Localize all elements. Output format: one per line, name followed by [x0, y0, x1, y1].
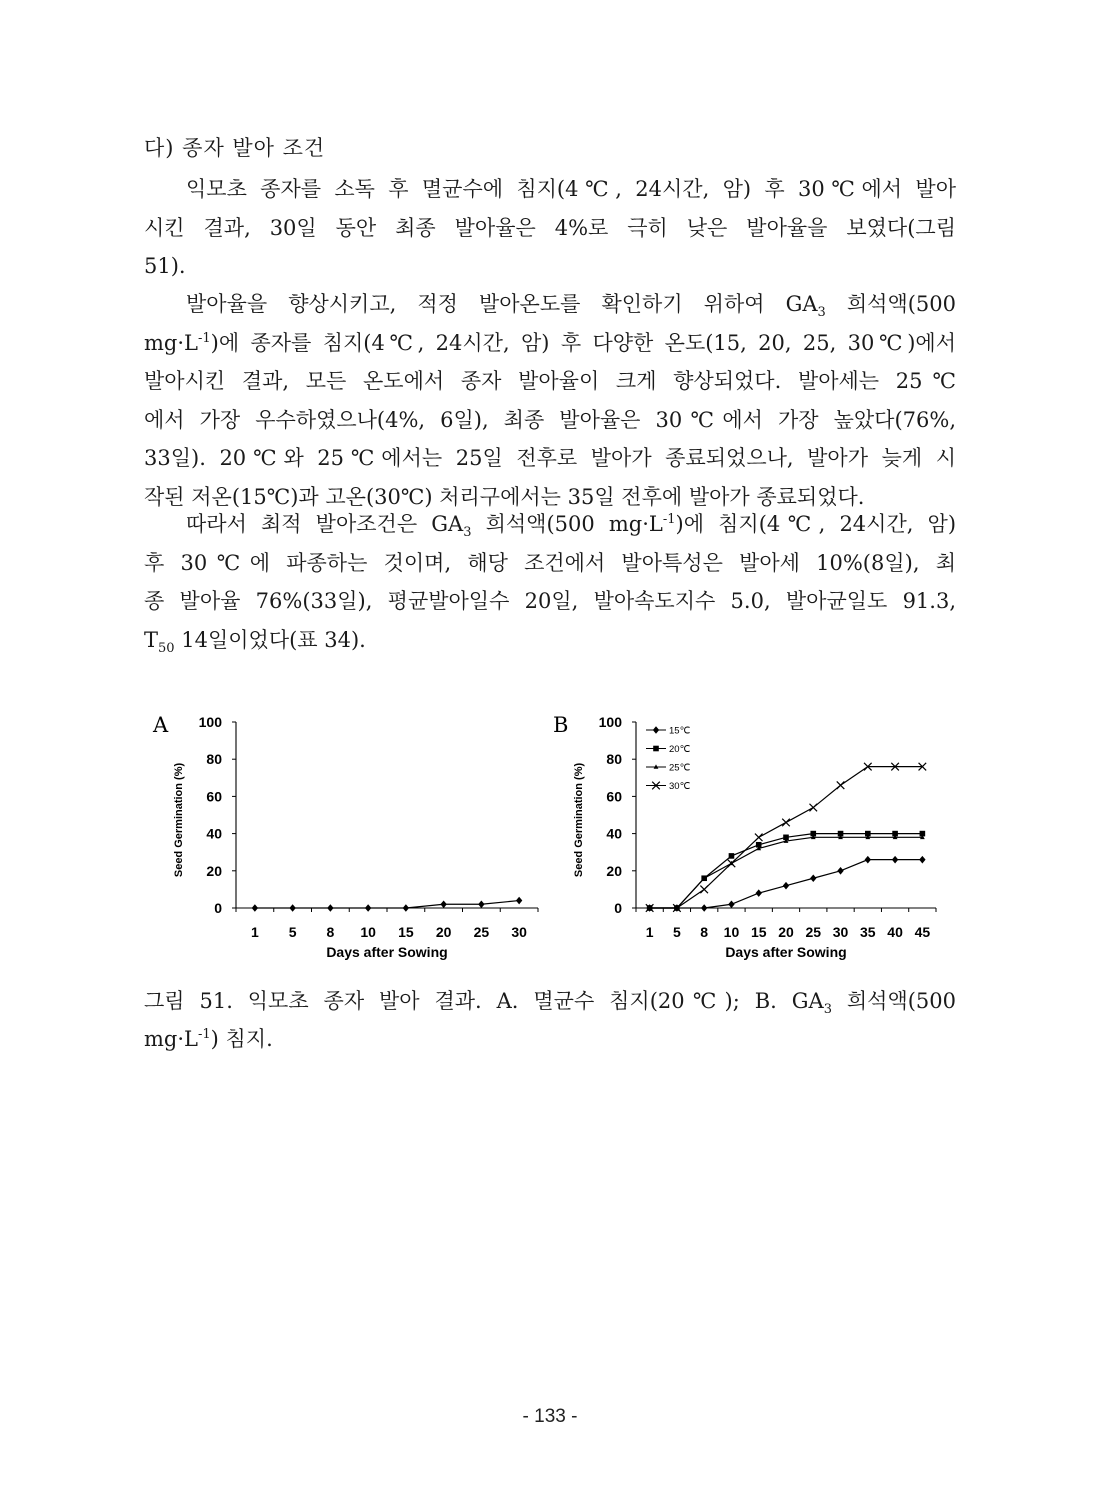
y-tick-label: 40 — [606, 825, 622, 842]
figure-caption — [144, 982, 956, 1058]
x-tick-label: 5 — [673, 924, 681, 940]
x-tick-label: 15 — [398, 924, 414, 940]
y-tick-label: 80 — [606, 751, 622, 768]
diamond-marker-icon — [478, 900, 484, 908]
y-tick-label: 60 — [206, 788, 222, 805]
x-marker-icon — [728, 860, 736, 868]
x-tick-label: 1 — [250, 924, 259, 940]
paragraph-line: 작된 저온(15℃)과 고온(30℃) 처리구에서는 35일 전후에 발아가 종료되었다. — [144, 484, 865, 509]
x-marker-icon — [755, 834, 763, 842]
y-tick-label: 80 — [206, 751, 222, 768]
square-marker-icon — [729, 853, 735, 859]
chart-legend — [646, 726, 691, 793]
y-tick-label: 0 — [614, 900, 622, 916]
line-chart-b — [545, 705, 945, 970]
y-tick-label: 20 — [206, 862, 222, 879]
caption-line: $mg\cdot L^{-1}$) 침지. — [144, 1027, 273, 1051]
x-tick-label: 10 — [723, 924, 740, 940]
x-marker-icon — [837, 781, 845, 789]
diamond-marker-icon — [810, 874, 816, 882]
diamond-marker-icon — [756, 889, 762, 897]
y-axis-title: Seed Germination (%) — [573, 762, 585, 878]
panel-label: A — [153, 713, 169, 737]
diamond-marker-icon — [516, 897, 522, 905]
square-marker-icon — [653, 746, 659, 752]
x-marker-icon — [700, 886, 708, 894]
x-marker-icon — [809, 804, 817, 812]
diamond-marker-icon — [865, 856, 871, 864]
paragraph-line: 발아율을 향상시키고, 적정 발아온도를 확인하기 위하여 $GA_3$ 희석액(500 — [186, 292, 957, 321]
legend-label: 30℃ — [669, 781, 691, 792]
diamond-marker-icon — [365, 904, 371, 912]
x-tick-label: 1 — [645, 924, 654, 940]
line-chart-a — [145, 705, 545, 970]
y-tick-label: 60 — [606, 788, 622, 805]
y-tick-label: 0 — [214, 900, 222, 916]
diamond-marker-icon — [783, 882, 789, 890]
legend-label: 15℃ — [669, 725, 691, 737]
paragraph-line: 시킨 결과, 30일 동안 최종 발아율은 4%로 극히 낮은 발아율을 보였다(그림 — [144, 215, 956, 240]
diamond-marker-icon — [728, 900, 734, 908]
page-number: - 133 - — [522, 1406, 578, 1427]
x-marker-icon — [782, 819, 790, 827]
paragraph-line: $T_{50}$ 14일이었다(표 34). — [144, 627, 366, 656]
chart-panel-a — [145, 705, 545, 970]
y-axis-title: Seed Germination (%) — [173, 762, 185, 878]
paragraph-line: 33일). 20℃와 25℃에서는 25일 전후로 발아가 종료되었으나, 발아가 늦게 시 — [144, 446, 956, 470]
x-tick-label: 5 — [288, 924, 297, 940]
diamond-marker-icon — [440, 900, 446, 908]
x-axis-title: Days after Sowing — [725, 944, 847, 960]
x-tick-label: 20 — [778, 924, 794, 940]
paragraph-line: 51). — [144, 254, 186, 278]
paragraph-line: 종 발아율 76%(33일), 평균발아일수 20일, 발아속도지수 5.0, 발아균일도 91.3, — [144, 589, 956, 613]
x-axis-title: Days after Sowing — [326, 944, 448, 960]
x-tick-label: 35 — [860, 924, 876, 940]
diamond-marker-icon — [701, 904, 707, 912]
panel-label: B — [553, 713, 569, 737]
diamond-marker-icon — [653, 726, 659, 734]
diamond-marker-icon — [289, 904, 295, 912]
paragraph-1 — [144, 170, 956, 286]
x-tick-label: 10 — [360, 924, 376, 940]
paragraph-line: 발아시킨 결과, 모든 온도에서 종자 발아율이 크게 향상되었다. 발아세는 25℃ — [144, 369, 956, 393]
legend-label: 20℃ — [669, 744, 691, 755]
section-heading: 다) 종자 발아 조건 — [144, 136, 326, 160]
caption-line: 그림 51. 익모초 종자 발아 결과. A. 멸균수 침지(20℃); B. $GA_3$ 희석액(500 — [144, 989, 957, 1018]
x-tick-label: 45 — [914, 924, 931, 940]
data-series — [647, 835, 925, 910]
y-tick-label: 20 — [606, 862, 622, 879]
paragraph-line: 따라서 최적 발아조건은 $GA_3$ 희석액(500 $mg\cdot L^{-1}$)에 침지(4℃, 24시간, 암) — [186, 512, 957, 541]
x-tick-label: 25 — [473, 924, 490, 940]
paragraph-3 — [144, 505, 956, 659]
diamond-marker-icon — [327, 904, 333, 912]
legend-label: 25℃ — [669, 762, 691, 774]
x-tick-label: 30 — [832, 924, 849, 940]
x-tick-label: 40 — [887, 924, 903, 940]
y-tick-label: 40 — [206, 825, 222, 842]
paragraph-line: $mg\cdot L^{-1}$)에 종자를 침지(4℃, 24시간, 암) 후 다양한 온도(15, 20, 25, 30℃)에서 — [144, 330, 956, 355]
diamond-marker-icon — [919, 856, 925, 864]
chart-panel-b — [545, 705, 945, 970]
x-tick-label: 30 — [511, 924, 527, 940]
data-series — [646, 856, 925, 912]
y-tick-label: 100 — [198, 714, 222, 730]
x-tick-label: 8 — [700, 924, 709, 940]
diamond-marker-icon — [403, 904, 409, 912]
paragraph-2 — [144, 285, 956, 516]
x-tick-label: 15 — [750, 924, 767, 940]
x-tick-label: 8 — [326, 924, 335, 940]
diamond-marker-icon — [892, 856, 898, 864]
paragraph-line: 익모초 종자를 소독 후 멸균수에 침지(4℃, 24시간, 암) 후 30℃에서 발아 — [186, 177, 956, 201]
x-tick-label: 25 — [805, 924, 822, 940]
diamond-marker-icon — [837, 867, 843, 875]
paragraph-line: 후 30℃에 파종하는 것이며, 해당 조건에서 발아특성은 발아세 10%(8일), 최 — [144, 550, 956, 575]
x-tick-label: 20 — [435, 924, 452, 940]
paragraph-line: 에서 가장 우수하였으나(4%, 6일), 최종 발아율은 30℃에서 가장 높았다(76%, — [144, 407, 956, 432]
y-tick-label: 100 — [598, 714, 622, 730]
diamond-marker-icon — [252, 904, 258, 912]
